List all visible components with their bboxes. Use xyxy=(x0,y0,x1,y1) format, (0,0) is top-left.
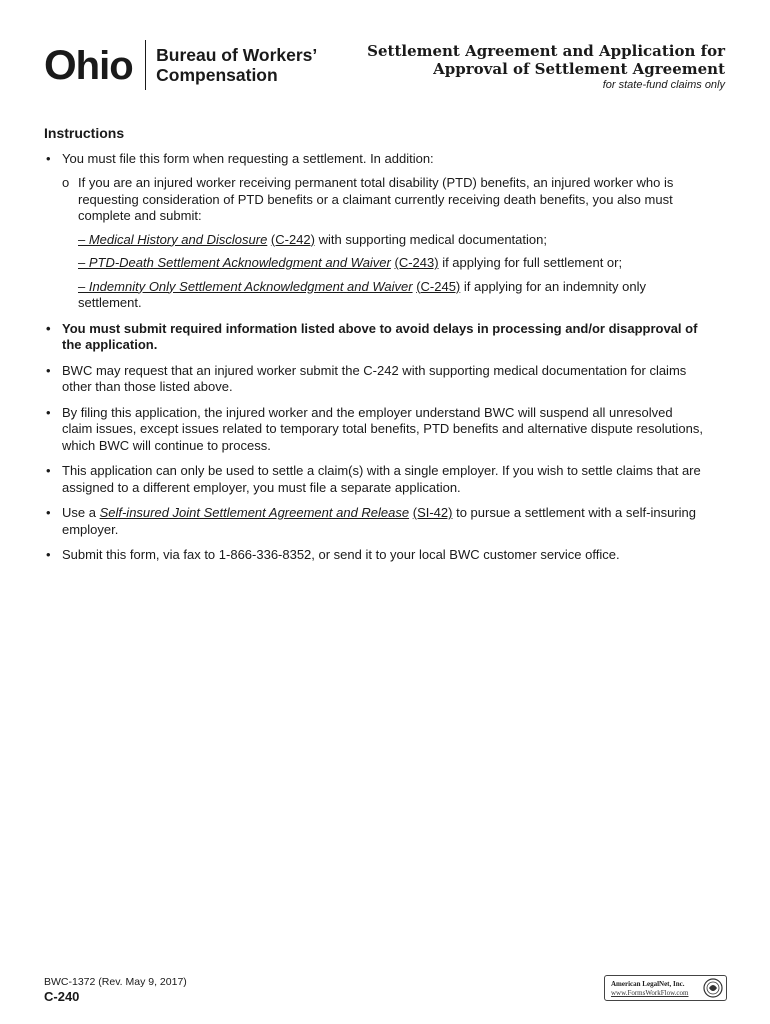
link-c245[interactable]: (C-245) xyxy=(416,278,461,294)
instruction-text: You must submit required information listed above to avoid delays in processing and/or disapproval of the application. xyxy=(62,320,698,352)
instructions-heading: Instructions xyxy=(44,125,125,141)
c242-note: with supporting medical documentation; xyxy=(315,231,547,247)
instruction-item-4 xyxy=(44,405,704,455)
legalnet-stamp xyxy=(604,975,727,1001)
title-subtitle: for state-fund claims only xyxy=(602,79,725,91)
c245-note: if applying for an indemnity only settlement. xyxy=(78,278,646,310)
bureau-line-1: Bureau of Workers’ xyxy=(156,45,318,65)
instruction-text-pre: Use a xyxy=(62,505,100,520)
sub-item-text: If you are an injured worker receiving permanent total disability (PTD) benefits, an injured worker who is requesting consideration of PTD benefits or a claimant currently receiving death benefits, you also must complete and submit: xyxy=(78,175,674,223)
form-title xyxy=(367,42,725,91)
stamp-company: American LegalNet, Inc. xyxy=(611,980,685,988)
link-self-insured-agreement[interactable]: Self-insured Joint Settlement Agreement and Release xyxy=(99,505,410,520)
required-form-c245 xyxy=(78,279,704,312)
instructions-section xyxy=(44,125,704,573)
sub-item-marker: o xyxy=(62,175,70,190)
link-medical-history[interactable]: – Medical History and Disclosure xyxy=(78,231,268,247)
link-c243[interactable]: (C-243) xyxy=(394,255,439,270)
instruction-text: By filing this application, the injured worker and the employer understand BWC will suspend all unresolved claim issues, except issues related to temporary total benefits, PTD benefits and alternative dispute resolutions, which BWC will continue to process. xyxy=(62,404,703,453)
instruction-text: This application can only be used to settle a claim(s) with a single employer. If you wish to settle claims that are assigned to a different employer, you must file a separate application. xyxy=(62,463,701,495)
instruction-item-7 xyxy=(44,547,704,564)
bureau-line-2: Compensation xyxy=(156,65,278,85)
form-footer xyxy=(44,976,187,1003)
instructions-list xyxy=(44,151,704,564)
ohio-bwc-logo xyxy=(44,40,317,90)
logo-divider xyxy=(145,40,147,90)
instruction-text: You must file this form when requesting a settlement. In addition: xyxy=(62,150,434,166)
instruction-item-2 xyxy=(44,321,704,354)
required-form-c243 xyxy=(78,255,704,272)
logo-ohio-wordmark: Ohio xyxy=(44,41,133,88)
instruction-text: BWC may request that an injured worker submit the C-242 with supporting medical documentation for claims other than those listed above. xyxy=(62,362,687,394)
c243-note: if applying for full settlement or; xyxy=(438,255,623,270)
form-code: C-240 xyxy=(44,989,80,1004)
required-form-c242 xyxy=(78,232,704,249)
instruction-text-rest: to pursue a settlement with a self-insuring employer. xyxy=(62,505,696,537)
title-line-1: Settlement Agreement and Application for xyxy=(367,42,725,60)
link-ptd-death-waiver[interactable]: – PTD-Death Settlement Acknowledgment and Waiver xyxy=(78,255,391,270)
revision-label: BWC-1372 (Rev. May 9, 2017) xyxy=(44,976,187,988)
sub-item-ptd xyxy=(62,175,704,312)
title-line-2: Approval of Settlement Agreement xyxy=(433,60,725,78)
link-c242[interactable]: (C-242) xyxy=(270,231,315,247)
link-indemnity-waiver[interactable]: – Indemnity Only Settlement Acknowledgment and Waiver xyxy=(78,278,413,294)
instruction-item-1 xyxy=(44,151,704,312)
instruction-text: Submit this form, via fax to 1-866-336-8352, or send it to your local BWC customer service office. xyxy=(62,547,620,562)
logo-bureau-name xyxy=(156,45,317,85)
instruction-item-6 xyxy=(44,505,704,538)
instruction-item-3 xyxy=(44,363,704,396)
link-si42[interactable]: (SI-42) xyxy=(412,505,453,520)
stamp-seal-icon xyxy=(703,978,723,998)
stamp-url[interactable]: www.FormsWorkFlow.com xyxy=(611,989,689,997)
instruction-item-5 xyxy=(44,463,704,496)
